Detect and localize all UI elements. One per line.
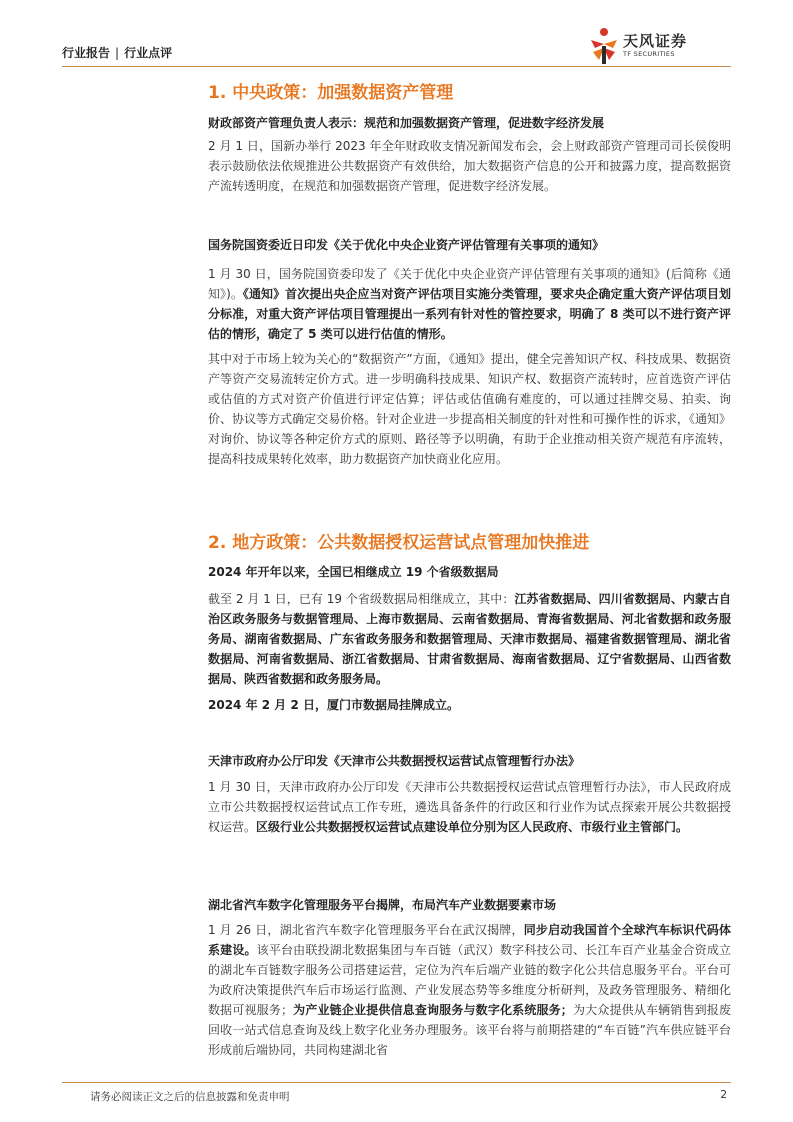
section-1-paragraph-1: 2 月 1 日，国新办举行 2023 年全年财政收支情况新闻发布会，会上财政部资产管理司司长侯俊明表示鼓励依法依规推进公共数据资产有效供给，加大数据资产信息的公开和披露力度，提高数据资产流转透明度，在规范和加强数据资产管理，促进数字经济发展。 (208, 139, 731, 193)
paragraph-lead: 1 月 30 日，天津市政府办公厅印发《天津市公共数据授权运营试点管理暂行办法》，市人民政府成立市公共数据授权运营试点工作专班，遴选具备条件的行政区和行业作为试点探索开展公共数据授权运营。 (208, 780, 731, 834)
footer-disclaimer: 请务必阅读正文之后的信息披露和免责申明 (90, 1091, 290, 1103)
footer-divider (62, 1082, 731, 1083)
section-2-subheading-2: 2024 年 2 月 2 日，厦门市数据局挂牌成立。 (208, 698, 459, 712)
section-2-paragraph-2 (208, 777, 731, 837)
paragraph-body: 该平台由联投湖北数据集团与车百链（武汉）数字科技公司、长江车百产业基金合资成立的湖北车百链数字服务公司搭建运营，定位为汽车后端产业链的数字化公共信息服务平台。平台可为政府决策提供汽车后市场运行监测、产业发展态势等多维度分析研判，及政务管理服务、精细化数据可视服务； (208, 943, 731, 1017)
section-2-subheading-3: 天津市政府办公厅印发《天津市公共数据授权运营试点管理暂行办法》 (208, 754, 581, 768)
page-number: 2 (720, 1089, 727, 1101)
paragraph-lead: 截至 2 月 1 日，已有 19 个省级数据局相继成立，其中： (208, 592, 515, 606)
paragraph-lead: 1 月 26 日，湖北省汽车数字化管理服务平台在武汉揭牌， (208, 923, 524, 937)
paragraph-bold: 区级行业公共数据授权运营试点建设单位分别为区人民政府、市级行业主管部门。 (256, 820, 689, 834)
paragraph-bold-1: 同步启动我国首个全球汽车标识代码体系建设。 (208, 923, 731, 957)
section-2-subheading-1: 2024 年开年以来，全国已相继成立 19 个省级数据局 (208, 565, 499, 579)
section-1-subheading-1: 财政部资产管理负责人表示：规范和加强数据资产管理，促进数字经济发展 (208, 116, 605, 130)
company-logo (587, 26, 727, 66)
paragraph-tail: 为大众提供从车辆销售到报废回收一站式信息查询及线上数字化业务办理服务。该平台将与前期搭建的“车百链”汽车供应链平台形成前后端协同，共同构建湖北省 (208, 1003, 731, 1057)
paragraph-2-lead: 1 月 30 日，国务院国资委印发了《关于优化中央企业资产评估管理有关事项的通知》(后简称《通知》)。 (208, 267, 731, 301)
section-1-subheading-2: 国务院国资委近日印发《关于优化中央企业资产评估管理有关事项的通知》 (208, 238, 605, 252)
section-2-subheading-4: 湖北省汽车数字化管理服务平台揭牌，布局汽车产业数据要素市场 (208, 898, 557, 912)
section-1-paragraph-3: 其中对于市场上较为关心的“数据资产”方面，《通知》提出，健全完善知识产权、科技成果、数据资产等资产交易流转定价方式。进一步明确科技成果、知识产权、数据资产流转时，应首选资产评估或估值的方式对资产价值进行评定估算；评估或估值确有难度的，可以通过挂牌交易、拍卖、询价、协议等方式确定交易价格。针对企业进一步提高相关制度的针对性和可操作性的诉求，《通知》对询价、协议等各种定价方式的原则、路径等予以明确，有助于企业推动相关资产规范有序流转，提高科技成果转化效率，助力数据资产加快商业化应用。 (208, 352, 731, 466)
report-category (62, 44, 172, 61)
section-2-paragraph-1 (208, 589, 731, 689)
logo-mark-icon (587, 26, 621, 66)
logo-name-en: TF SECURITIES (623, 50, 675, 58)
page-header (62, 0, 731, 80)
section-1-paragraph-2 (208, 264, 731, 344)
bureau-list: 江苏省数据局、四川省数据局、内蒙古自治区政务服务与数据管理局、上海市数据局、云南省数据局、青海省数据局、河北省数据和政务服务局、湖南省数据局、广东省政务服务和数据管理局、天津市数据局、福建省数据管理局、湖北省数据局、河南省数据局、浙江省数据局、甘肃省数据局、海南省数据局、辽宁省数据局、山西省数据局、陕西省数据和政务服务局。 (208, 592, 731, 686)
paragraph-2-bold: 《通知》首次提出央企应当对资产评估项目实施分类管理，要求央企确定重大资产评估项目划分标准，对重大资产评估项目管理提出一系列有针对性的管控要求，明确了 8 类可以不进行资产评估的情形，确定了 5 类可以进行估值的情形。 (208, 287, 731, 341)
section-2-title: 2. 地方政策：公共数据授权运营试点管理加快推进 (208, 533, 590, 553)
section-1-title: 1. 中央政策：加强数据资产管理 (208, 83, 454, 103)
paragraph-bold-2: 为产业链企业提供信息查询服务与数字化系统服务； (293, 1003, 573, 1017)
report-subtype: 行业点评 (124, 46, 173, 60)
report-type: 行业报告 (62, 46, 111, 60)
section-2-paragraph-3 (208, 920, 731, 1060)
header-divider (62, 66, 731, 67)
header-separator: | (115, 46, 120, 60)
logo-name-cn: 天风证券 (623, 32, 688, 50)
